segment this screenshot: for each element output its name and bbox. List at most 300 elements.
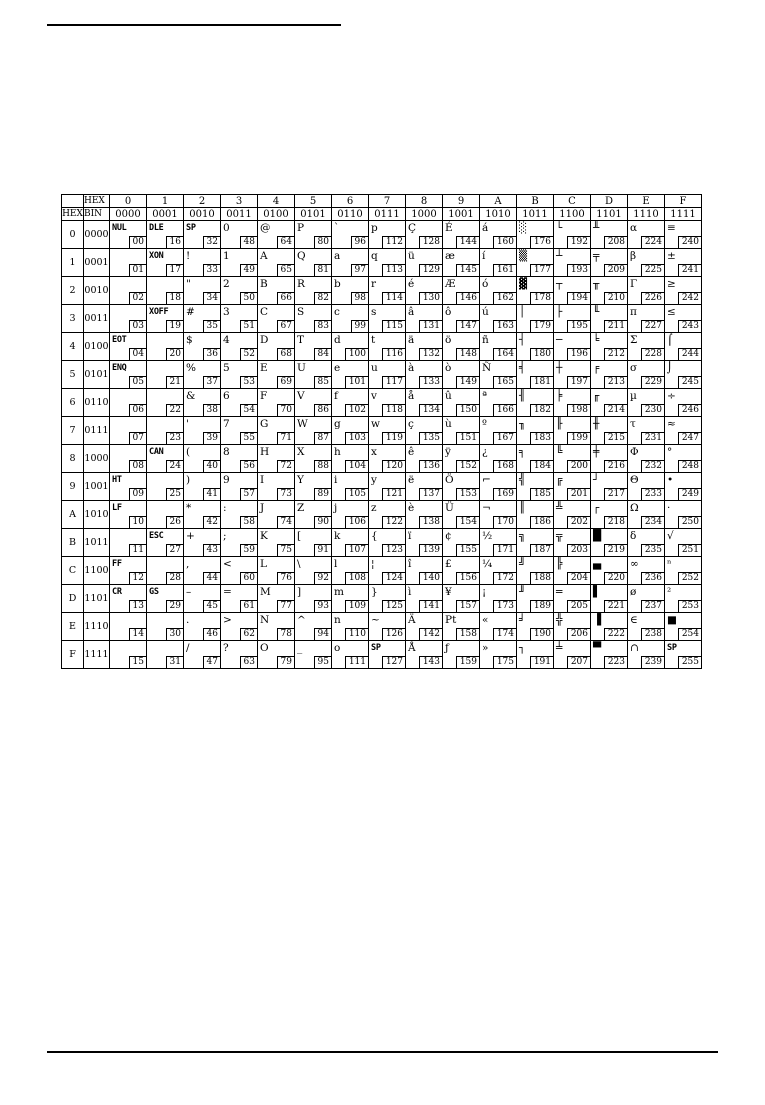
bin-column-header: 0010 <box>184 208 221 221</box>
glyph: { <box>371 530 378 542</box>
decimal-code: 42 <box>203 516 220 528</box>
code-cell <box>332 445 369 473</box>
glyph: ! <box>186 250 191 262</box>
decimal-code: 241 <box>678 264 701 276</box>
decimal-code: 143 <box>419 656 442 668</box>
hex-column-header: F <box>665 195 702 208</box>
row-bin-label: 0100 <box>84 333 110 361</box>
glyph: ¥ <box>445 586 452 598</box>
decimal-code: 47 <box>203 656 220 668</box>
decimal-code: 197 <box>567 376 590 388</box>
glyph: Å <box>408 642 416 654</box>
glyph: r <box>371 278 377 290</box>
glyph: ï <box>408 530 412 542</box>
code-cell <box>221 585 258 613</box>
code-cell <box>221 473 258 501</box>
decimal-code: 98 <box>351 292 368 304</box>
decimal-code: 107 <box>345 544 368 556</box>
hex-column-header: B <box>517 195 554 208</box>
code-cell <box>369 473 406 501</box>
row-hex-label: 6 <box>62 389 84 417</box>
decimal-code: 89 <box>314 488 331 500</box>
code-cell <box>517 361 554 389</box>
code-cell <box>369 305 406 333</box>
glyph: ╢ <box>519 390 526 402</box>
glyph: ÷ <box>667 390 676 402</box>
decimal-code: 217 <box>604 488 627 500</box>
code-cell <box>406 445 443 473</box>
decimal-code: 175 <box>493 656 516 668</box>
decimal-code: 57 <box>240 488 257 500</box>
decimal-code: 244 <box>678 348 701 360</box>
glyph: ▐ <box>593 614 602 626</box>
decimal-code: 213 <box>604 376 627 388</box>
code-cell <box>591 361 628 389</box>
code-cell <box>554 333 591 361</box>
code-cell <box>295 445 332 473</box>
decimal-code: 159 <box>456 656 479 668</box>
code-cell <box>258 417 295 445</box>
code-cell <box>184 557 221 585</box>
decimal-code: 239 <box>641 656 664 668</box>
decimal-code: 11 <box>129 544 146 556</box>
glyph: £ <box>445 558 452 570</box>
code-cell <box>443 557 480 585</box>
decimal-code: 37 <box>203 376 220 388</box>
decimal-code: 192 <box>567 236 590 248</box>
code-cell <box>406 529 443 557</box>
decimal-code: 35 <box>203 320 220 332</box>
hex-header-row <box>62 195 702 208</box>
decimal-code: 211 <box>604 320 627 332</box>
glyph: E <box>260 362 268 374</box>
glyph: e <box>334 362 341 374</box>
row-hex-label: 2 <box>62 277 84 305</box>
glyph: » <box>482 642 489 654</box>
decimal-code: 00 <box>129 236 146 248</box>
decimal-code: 185 <box>530 488 553 500</box>
glyph: ⌐ <box>482 474 491 486</box>
decimal-code: 123 <box>382 544 405 556</box>
glyph: ╧ <box>556 642 563 654</box>
code-cell <box>332 305 369 333</box>
code-cell <box>332 333 369 361</box>
row-bin-label: 1100 <box>84 557 110 585</box>
glyph: # <box>186 306 195 318</box>
glyph: Pt <box>445 614 457 626</box>
table-row <box>62 613 702 641</box>
code-cell <box>480 585 517 613</box>
code-cell <box>369 389 406 417</box>
decimal-code: 101 <box>345 376 368 388</box>
code-cell <box>295 389 332 417</box>
code-cell <box>554 221 591 249</box>
glyph: ▒ <box>519 250 528 262</box>
bin-column-header: 1100 <box>554 208 591 221</box>
glyph: $ <box>186 334 193 346</box>
row-bin-label: 1111 <box>84 641 110 669</box>
row-bin-label: 1110 <box>84 613 110 641</box>
decimal-code: 93 <box>314 600 331 612</box>
code-table-body <box>62 221 702 669</box>
glyph: ╜ <box>519 586 526 598</box>
row-bin-label: 0111 <box>84 417 110 445</box>
bin-column-header: 1001 <box>443 208 480 221</box>
glyph: ² <box>667 586 672 598</box>
code-cell <box>369 445 406 473</box>
decimal-code: 14 <box>129 628 146 640</box>
code-cell <box>628 277 665 305</box>
decimal-code: 173 <box>493 600 516 612</box>
decimal-code: 215 <box>604 432 627 444</box>
decimal-code: 53 <box>240 376 257 388</box>
decimal-code: 06 <box>129 404 146 416</box>
decimal-code: 226 <box>641 292 664 304</box>
code-cell <box>517 501 554 529</box>
decimal-code: 105 <box>345 488 368 500</box>
code-cell <box>480 333 517 361</box>
decimal-code: 206 <box>567 628 590 640</box>
code-cell <box>369 501 406 529</box>
code-cell <box>665 305 702 333</box>
corner-blank <box>62 195 84 208</box>
decimal-code: 125 <box>382 600 405 612</box>
table-row <box>62 445 702 473</box>
glyph: ¡ <box>482 586 487 598</box>
decimal-code: 182 <box>530 404 553 416</box>
code-cell <box>332 613 369 641</box>
code-cell <box>184 277 221 305</box>
glyph: I <box>260 474 265 486</box>
glyph: ╫ <box>593 418 600 430</box>
decimal-code: 51 <box>240 320 257 332</box>
glyph: q <box>371 250 378 262</box>
glyph: ▀ <box>593 642 602 654</box>
glyph: ╣ <box>519 474 526 486</box>
glyph: N <box>260 614 270 626</box>
decimal-code: 88 <box>314 460 331 472</box>
code-cell <box>332 585 369 613</box>
code-cell <box>665 501 702 529</box>
glyph: É <box>445 222 453 234</box>
code-cell <box>591 305 628 333</box>
table-row <box>62 501 702 529</box>
code-cell <box>147 389 184 417</box>
code-cell <box>147 333 184 361</box>
row-bin-label: 1101 <box>84 585 110 613</box>
code-cell <box>184 361 221 389</box>
decimal-code: 100 <box>345 348 368 360</box>
code-cell <box>110 473 147 501</box>
code-cell <box>295 417 332 445</box>
glyph: XON <box>149 251 164 261</box>
decimal-code: 135 <box>419 432 442 444</box>
hex-column-header: 0 <box>110 195 147 208</box>
glyph: EOT <box>112 335 127 345</box>
code-cell <box>369 529 406 557</box>
code-cell <box>480 277 517 305</box>
decimal-code: 210 <box>604 292 627 304</box>
decimal-code: 222 <box>604 628 627 640</box>
code-cell <box>332 501 369 529</box>
code-cell <box>665 361 702 389</box>
decimal-code: 161 <box>493 264 516 276</box>
code-cell <box>258 641 295 669</box>
glyph: ┬ <box>556 278 563 290</box>
decimal-code: 118 <box>382 404 405 416</box>
glyph: î <box>408 558 412 570</box>
code-cell <box>295 305 332 333</box>
glyph: ┐ <box>519 642 526 654</box>
decimal-code: 21 <box>166 376 183 388</box>
code-cell <box>332 249 369 277</box>
row-hex-label: A <box>62 501 84 529</box>
decimal-code: 246 <box>678 404 701 416</box>
code-cell <box>258 305 295 333</box>
glyph: @ <box>260 222 271 234</box>
decimal-code: 109 <box>345 600 368 612</box>
decimal-code: 116 <box>382 348 405 360</box>
code-cell <box>406 501 443 529</box>
glyph: ∩ <box>630 642 639 654</box>
decimal-code: 202 <box>567 516 590 528</box>
decimal-code: 41 <box>203 488 220 500</box>
glyph: ± <box>667 250 676 262</box>
hex-column-header: 6 <box>332 195 369 208</box>
decimal-code: 64 <box>277 236 294 248</box>
table-row <box>62 473 702 501</box>
glyph: á <box>482 222 489 234</box>
code-cell <box>369 277 406 305</box>
glyph: ▌ <box>593 586 602 598</box>
glyph: ╓ <box>593 390 600 402</box>
decimal-code: 156 <box>456 572 479 584</box>
hex-column-header: A <box>480 195 517 208</box>
bin-column-header: 1011 <box>517 208 554 221</box>
decimal-code: 02 <box>129 292 146 304</box>
decimal-code: 43 <box>203 544 220 556</box>
decimal-code: 86 <box>314 404 331 416</box>
glyph: ⁿ <box>667 558 672 570</box>
code-cell <box>147 221 184 249</box>
decimal-code: 58 <box>240 516 257 528</box>
decimal-code: 08 <box>129 460 146 472</box>
glyph: _ <box>297 642 303 654</box>
code-cell <box>184 641 221 669</box>
glyph: d <box>334 334 341 346</box>
code-cell <box>665 445 702 473</box>
glyph: SP <box>186 223 196 233</box>
code-cell <box>369 361 406 389</box>
code-cell <box>443 501 480 529</box>
glyph: ì <box>408 586 412 598</box>
decimal-code: 20 <box>166 348 183 360</box>
decimal-code: 247 <box>678 432 701 444</box>
glyph: f <box>334 390 338 402</box>
glyph: ú <box>482 306 489 318</box>
table-row <box>62 361 702 389</box>
glyph: ╨ <box>593 222 600 234</box>
glyph: b <box>334 278 341 290</box>
code-cell <box>591 249 628 277</box>
decimal-code: 66 <box>277 292 294 304</box>
decimal-code: 190 <box>530 628 553 640</box>
glyph: * <box>186 502 192 514</box>
code-cell <box>554 641 591 669</box>
code-cell <box>147 249 184 277</box>
glyph: ╛ <box>519 614 526 626</box>
decimal-code: 228 <box>641 348 664 360</box>
code-cell <box>221 501 258 529</box>
decimal-code: 96 <box>351 236 368 248</box>
decimal-code: 122 <box>382 516 405 528</box>
code-cell <box>406 585 443 613</box>
decimal-code: 30 <box>166 628 183 640</box>
code-cell <box>184 249 221 277</box>
corner-bin-label: BIN <box>84 208 110 221</box>
decimal-code: 68 <box>277 348 294 360</box>
glyph: ç <box>408 418 414 430</box>
code-cell <box>258 473 295 501</box>
glyph: ┌ <box>593 502 600 514</box>
decimal-code: 74 <box>277 516 294 528</box>
code-cell <box>258 613 295 641</box>
glyph: M <box>260 586 271 598</box>
code-cell <box>517 389 554 417</box>
decimal-code: 78 <box>277 628 294 640</box>
code-cell <box>147 501 184 529</box>
code-cell <box>517 305 554 333</box>
hex-column-header: 1 <box>147 195 184 208</box>
decimal-code: 165 <box>493 376 516 388</box>
decimal-code: 19 <box>166 320 183 332</box>
decimal-code: 36 <box>203 348 220 360</box>
code-cell <box>628 221 665 249</box>
code-cell <box>517 249 554 277</box>
glyph: ≈ <box>667 418 676 430</box>
code-cell <box>295 473 332 501</box>
code-cell <box>184 501 221 529</box>
code-cell <box>554 417 591 445</box>
glyph: ¬ <box>482 502 491 514</box>
decimal-code: 131 <box>419 320 442 332</box>
decimal-code: 214 <box>604 404 627 416</box>
decimal-code: 184 <box>530 460 553 472</box>
table-row <box>62 305 702 333</box>
bin-header-row <box>62 208 702 221</box>
code-cell <box>480 305 517 333</box>
bottom-rule <box>47 1051 718 1053</box>
glyph: ▓ <box>519 278 528 290</box>
glyph: å <box>408 390 415 402</box>
code-cell <box>628 389 665 417</box>
code-cell <box>406 417 443 445</box>
code-cell <box>406 557 443 585</box>
glyph: LF <box>112 503 122 513</box>
code-cell <box>443 333 480 361</box>
glyph: ó <box>482 278 489 290</box>
glyph: « <box>482 614 489 626</box>
glyph: B <box>260 278 268 290</box>
glyph: ■ <box>667 614 677 626</box>
glyph: ⌠ <box>667 334 673 346</box>
decimal-code: 163 <box>493 320 516 332</box>
glyph: σ <box>630 362 638 374</box>
code-cell <box>628 445 665 473</box>
glyph: è <box>408 502 415 514</box>
code-cell <box>295 501 332 529</box>
decimal-code: 235 <box>641 544 664 556</box>
code-cell <box>591 417 628 445</box>
glyph: ╩ <box>556 502 563 514</box>
code-cell <box>110 249 147 277</box>
glyph: < <box>223 558 232 570</box>
code-cell <box>554 361 591 389</box>
code-cell <box>517 221 554 249</box>
code-cell <box>665 585 702 613</box>
glyph: R <box>297 278 305 290</box>
decimal-code: 113 <box>382 264 405 276</box>
code-cell <box>147 557 184 585</box>
table-row <box>62 557 702 585</box>
glyph: ^ <box>297 614 306 626</box>
glyph: SP <box>371 643 381 653</box>
decimal-code: 212 <box>604 348 627 360</box>
decimal-code: 177 <box>530 264 553 276</box>
decimal-code: 205 <box>567 600 590 612</box>
code-cell <box>369 557 406 585</box>
code-cell <box>554 249 591 277</box>
glyph: n <box>334 614 341 626</box>
decimal-code: 186 <box>530 516 553 528</box>
glyph: ╒ <box>593 362 600 374</box>
code-cell <box>665 641 702 669</box>
decimal-code: 102 <box>345 404 368 416</box>
hex-column-header: 3 <box>221 195 258 208</box>
code-cell <box>258 221 295 249</box>
decimal-code: 90 <box>314 516 331 528</box>
glyph: J <box>260 502 265 514</box>
table-row <box>62 221 702 249</box>
glyph: ∞ <box>630 558 639 570</box>
decimal-code: 171 <box>493 544 516 556</box>
hex-column-header: 2 <box>184 195 221 208</box>
table-row <box>62 277 702 305</box>
code-cell <box>628 473 665 501</box>
glyph: Y <box>297 474 304 486</box>
glyph: & <box>186 390 196 402</box>
decimal-code: 216 <box>604 460 627 472</box>
decimal-code: 45 <box>203 600 220 612</box>
glyph: CR <box>112 587 122 597</box>
code-cell <box>554 613 591 641</box>
decimal-code: 34 <box>203 292 220 304</box>
glyph: y <box>371 474 377 486</box>
decimal-code: 160 <box>493 236 516 248</box>
decimal-code: 148 <box>456 348 479 360</box>
code-cell <box>517 445 554 473</box>
code-cell <box>665 389 702 417</box>
glyph: 3 <box>223 306 230 318</box>
bin-column-header: 1101 <box>591 208 628 221</box>
decimal-code: 13 <box>129 600 146 612</box>
glyph: Ñ <box>482 362 492 374</box>
glyph: ª <box>482 390 487 402</box>
decimal-code: 132 <box>419 348 442 360</box>
row-bin-label: 1010 <box>84 501 110 529</box>
decimal-code: 169 <box>493 488 516 500</box>
code-cell <box>628 557 665 585</box>
